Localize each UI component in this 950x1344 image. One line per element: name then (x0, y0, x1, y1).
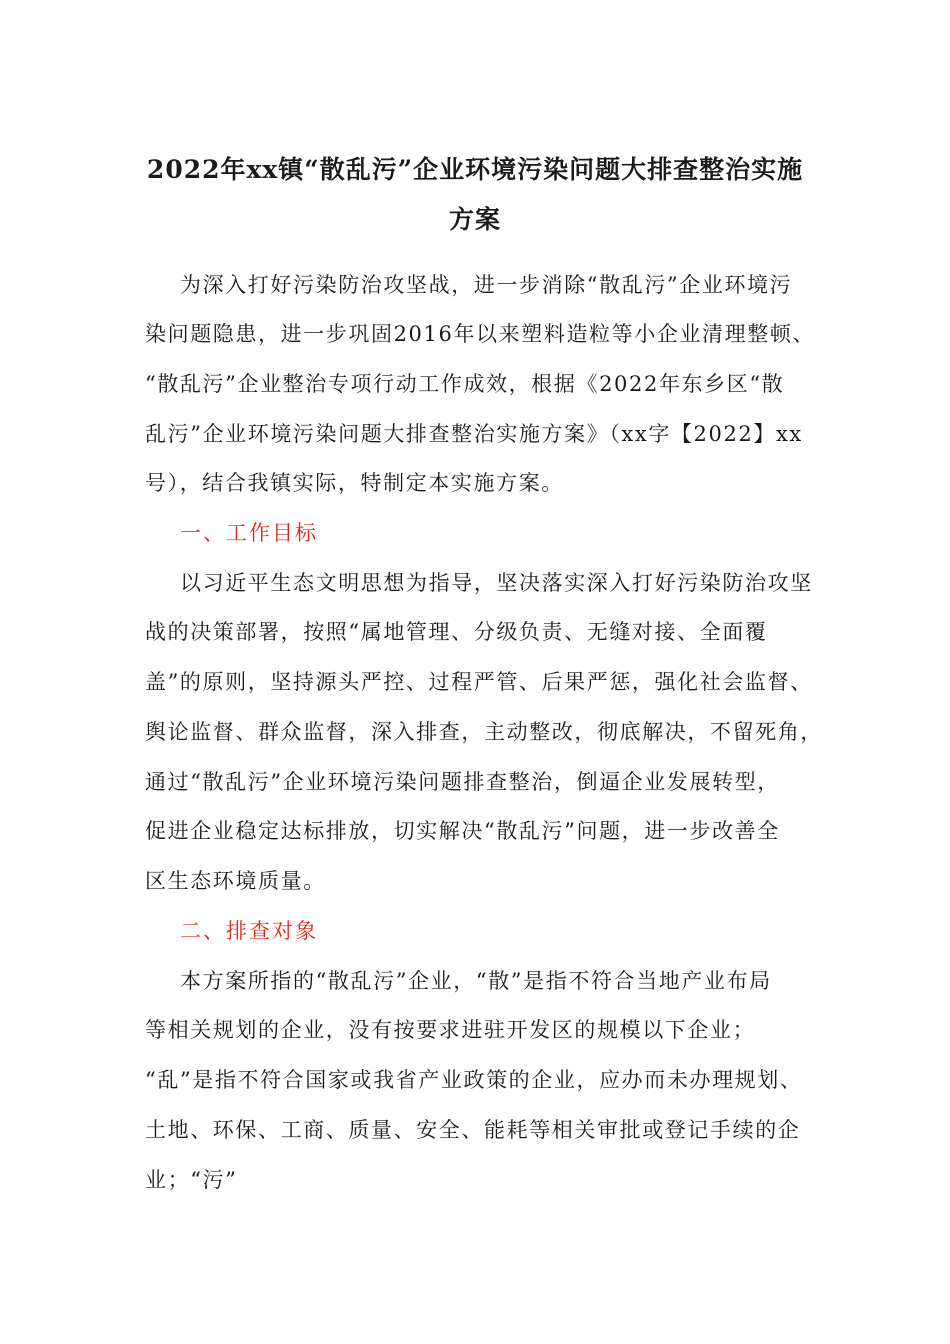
section-2-line-4: 土地、环保、工商、质量、安全、能耗等相关审批或登记手续的企 (145, 1118, 801, 1142)
intro-line-5: 号），结合我镇实际，特制定本实施方案。 (145, 471, 564, 495)
section-1-line-4: 舆论监督、群众监督，深入排查，主动整改，彻底解决，不留死角， (145, 720, 823, 744)
section-1-line-6: 促进企业稳定达标排放，切实解决“散乱污”问题，进一步改善全 (145, 819, 780, 843)
section-1-line-5: 通过“散乱污”企业环境污染问题排查整治，倒逼企业发展转型， (145, 770, 780, 794)
section-1-heading: 一、工作目标 (180, 521, 318, 545)
section-1-line-2: 战的决策部署，按照“属地管理、分级负责、无缝对接、全面覆 (145, 620, 768, 644)
section-2-line-1: 本方案所指的“散乱污”企业，“散”是指不符合当地产业布局 (180, 969, 772, 993)
intro-line-2: 染问题隐患，进一步巩固2016年以来塑料造粒等小企业清理整顿、 (145, 322, 816, 346)
section-2-line-3: “乱”是指不符合国家或我省产业政策的企业，应办而未办理规划、 (145, 1068, 803, 1092)
section-2-line-2: 等相关规划的企业，没有按要求进驻开发区的规模以下企业； (145, 1018, 756, 1042)
document-title-line-2: 方案 (448, 205, 501, 234)
section-1-line-3: 盖”的原则，坚持源头严控、过程严管、后果严惩，强化社会监督、 (145, 670, 813, 694)
section-1-line-7: 区生态环境质量。 (145, 869, 326, 893)
intro-line-1: 为深入打好污染防治攻坚战，进一步消除“散乱污”企业环境污 (180, 273, 793, 297)
document-title-line-1: 2022年xx镇“散乱污”企业环境污染问题大排查整治实施 (146, 155, 804, 184)
section-1-line-1: 以习近平生态文明思想为指导，坚决落实深入打好污染防治攻坚 (180, 571, 813, 595)
section-2-heading: 二、排查对象 (180, 919, 318, 943)
intro-line-4: 乱污”企业环境污染问题大排查整治实施方案》（xx字【2022】xx (145, 422, 803, 446)
section-2-line-5: 业；“污” (145, 1168, 238, 1192)
intro-line-3: “散乱污”企业整治专项行动工作成效，根据《2022年东乡区“散 (145, 372, 785, 396)
